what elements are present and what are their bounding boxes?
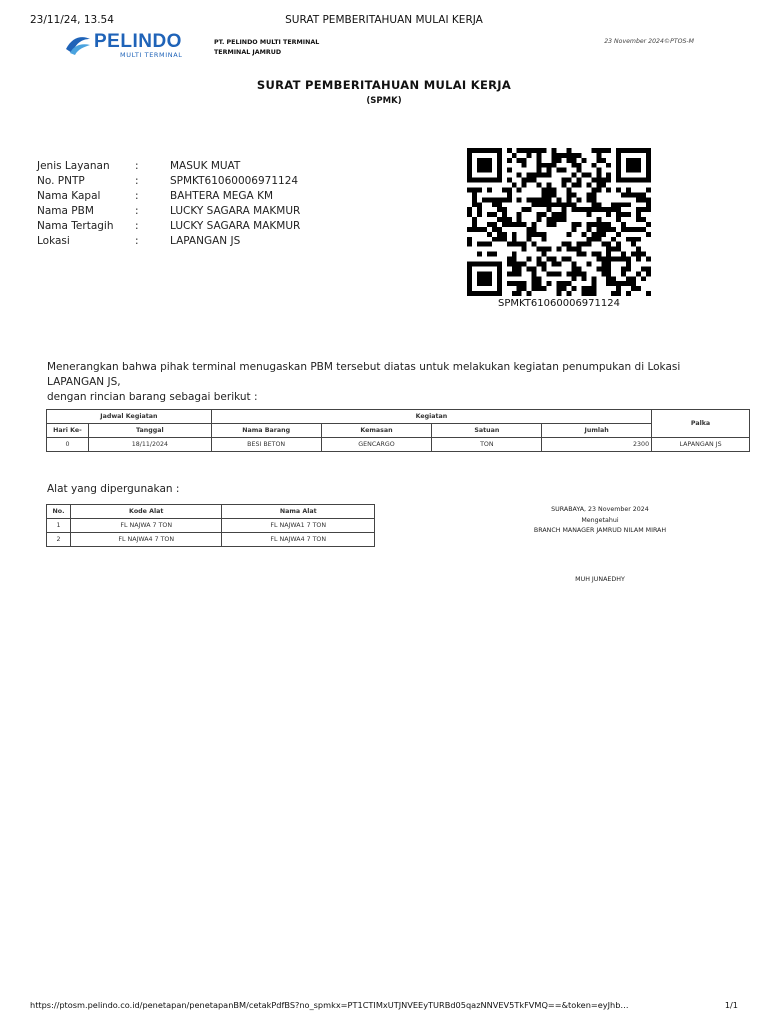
info-colon: : [135, 160, 139, 172]
info-colon: : [135, 235, 139, 247]
document-title: SURAT PEMBERITAHUAN MULAI KERJA [256, 78, 512, 92]
cell-kode: FL NAJWA 7 TON [70, 519, 222, 533]
cell-jumlah: 2300 [542, 438, 652, 452]
pelindo-logo [64, 31, 194, 59]
logo-sub: MULTI TERMINAL [120, 51, 183, 59]
header-no: No. [47, 505, 71, 519]
header-kode-alat: Kode Alat [70, 505, 222, 519]
cell-nama: FL NAJWA1 7 TON [222, 519, 375, 533]
paragraph-line: Menerangkan bahwa pihak terminal menugaskan PBM tersebut diatas untuk melakukan kegiatan penumpukan di Lokasi LAPANGAN JS, [47, 361, 681, 388]
table-row [47, 533, 375, 547]
header-palka: Palka [652, 410, 750, 438]
header-kemasan: Kemasan [321, 424, 432, 438]
info-colon: : [135, 220, 139, 232]
info-colon: : [135, 205, 139, 217]
print-title: SURAT PEMBERITAHUAN MULAI KERJA [285, 14, 483, 26]
info-value: LUCKY SAGARA MAKMUR [170, 205, 301, 217]
info-label: Lokasi [37, 235, 70, 247]
document-subtitle: (SPMK) [366, 96, 402, 106]
table-row [47, 438, 750, 452]
cell-satuan: TON [432, 438, 542, 452]
cell-no: 1 [47, 519, 71, 533]
footer-page: 1/1 [724, 1000, 738, 1010]
header-satuan: Satuan [432, 424, 542, 438]
kegiatan-table [46, 409, 750, 452]
cell-palka: LAPANGAN JS [652, 438, 750, 452]
info-label: Nama Kapal [37, 190, 101, 202]
signature-mengetahui: Mengetahui [581, 516, 619, 524]
company-line2: TERMINAL JAMRUD [214, 49, 282, 56]
signature-block [500, 505, 700, 537]
info-value: SPMKT61060006971124 [170, 175, 299, 187]
header-jadwal: Jadwal Kegiatan [47, 410, 212, 424]
paragraph-line: dengan rincian barang sebagai berikut : [47, 391, 258, 403]
print-datetime: 23/11/24, 13.54 [30, 14, 114, 26]
company-line1: PT. PELINDO MULTI TERMINAL [214, 39, 320, 46]
signer-name: MUH JUNAEDHY [575, 576, 625, 583]
header-jumlah: Jumlah [542, 424, 652, 438]
alat-table [46, 504, 375, 547]
cell-kemasan: GENCARGO [321, 438, 432, 452]
info-label: No. PNTP [37, 175, 85, 187]
info-label: Nama PBM [37, 205, 94, 217]
qr-caption: SPMKT61060006971124 [498, 298, 620, 309]
info-label: Jenis Layanan [37, 160, 110, 172]
info-colon: : [135, 190, 139, 202]
signature-place-date: SURABAYA, 23 November 2024 [551, 506, 649, 513]
date-stamp: 23 November 2024©PTOS-M [604, 38, 694, 45]
company-name [214, 38, 319, 58]
header-barang: Nama Barang [211, 424, 321, 438]
info-value: LAPANGAN JS [170, 235, 241, 247]
header-hari: Hari Ke- [47, 424, 89, 438]
footer-url: https://ptosm.pelindo.co.id/penetapan/penetapanBM/cetakPdfBS?no_spmkx=PT1CTIMxUTJNVEEyTURBd05qazNNVEV5TkFVMQ==&token=eyJhb… [30, 1000, 629, 1010]
cell-tanggal: 18/11/2024 [88, 438, 211, 452]
cell-hari: 0 [47, 438, 89, 452]
header-tanggal: Tanggal [88, 424, 211, 438]
logo-brand: PELINDO [94, 31, 182, 52]
info-label: Nama Tertagih [37, 220, 114, 232]
cell-kode: FL NAJWA4 7 TON [70, 533, 222, 547]
qr-code [467, 148, 651, 296]
table-row [47, 519, 375, 533]
pelindo-wave-icon [64, 33, 92, 57]
description-paragraph [47, 360, 737, 405]
header-kegiatan: Kegiatan [211, 410, 651, 424]
header-nama-alat: Nama Alat [222, 505, 375, 519]
info-value: MASUK MUAT [170, 160, 241, 172]
info-value: LUCKY SAGARA MAKMUR [170, 220, 301, 232]
cell-nama: FL NAJWA4 7 TON [222, 533, 375, 547]
cell-barang: BESI BETON [211, 438, 321, 452]
alat-title: Alat yang dipergunakan : [47, 483, 180, 495]
signature-position: BRANCH MANAGER JAMRUD NILAM MIRAH [533, 527, 667, 534]
info-value: BAHTERA MEGA KM [170, 190, 274, 202]
info-colon: : [135, 175, 139, 187]
cell-no: 2 [47, 533, 71, 547]
